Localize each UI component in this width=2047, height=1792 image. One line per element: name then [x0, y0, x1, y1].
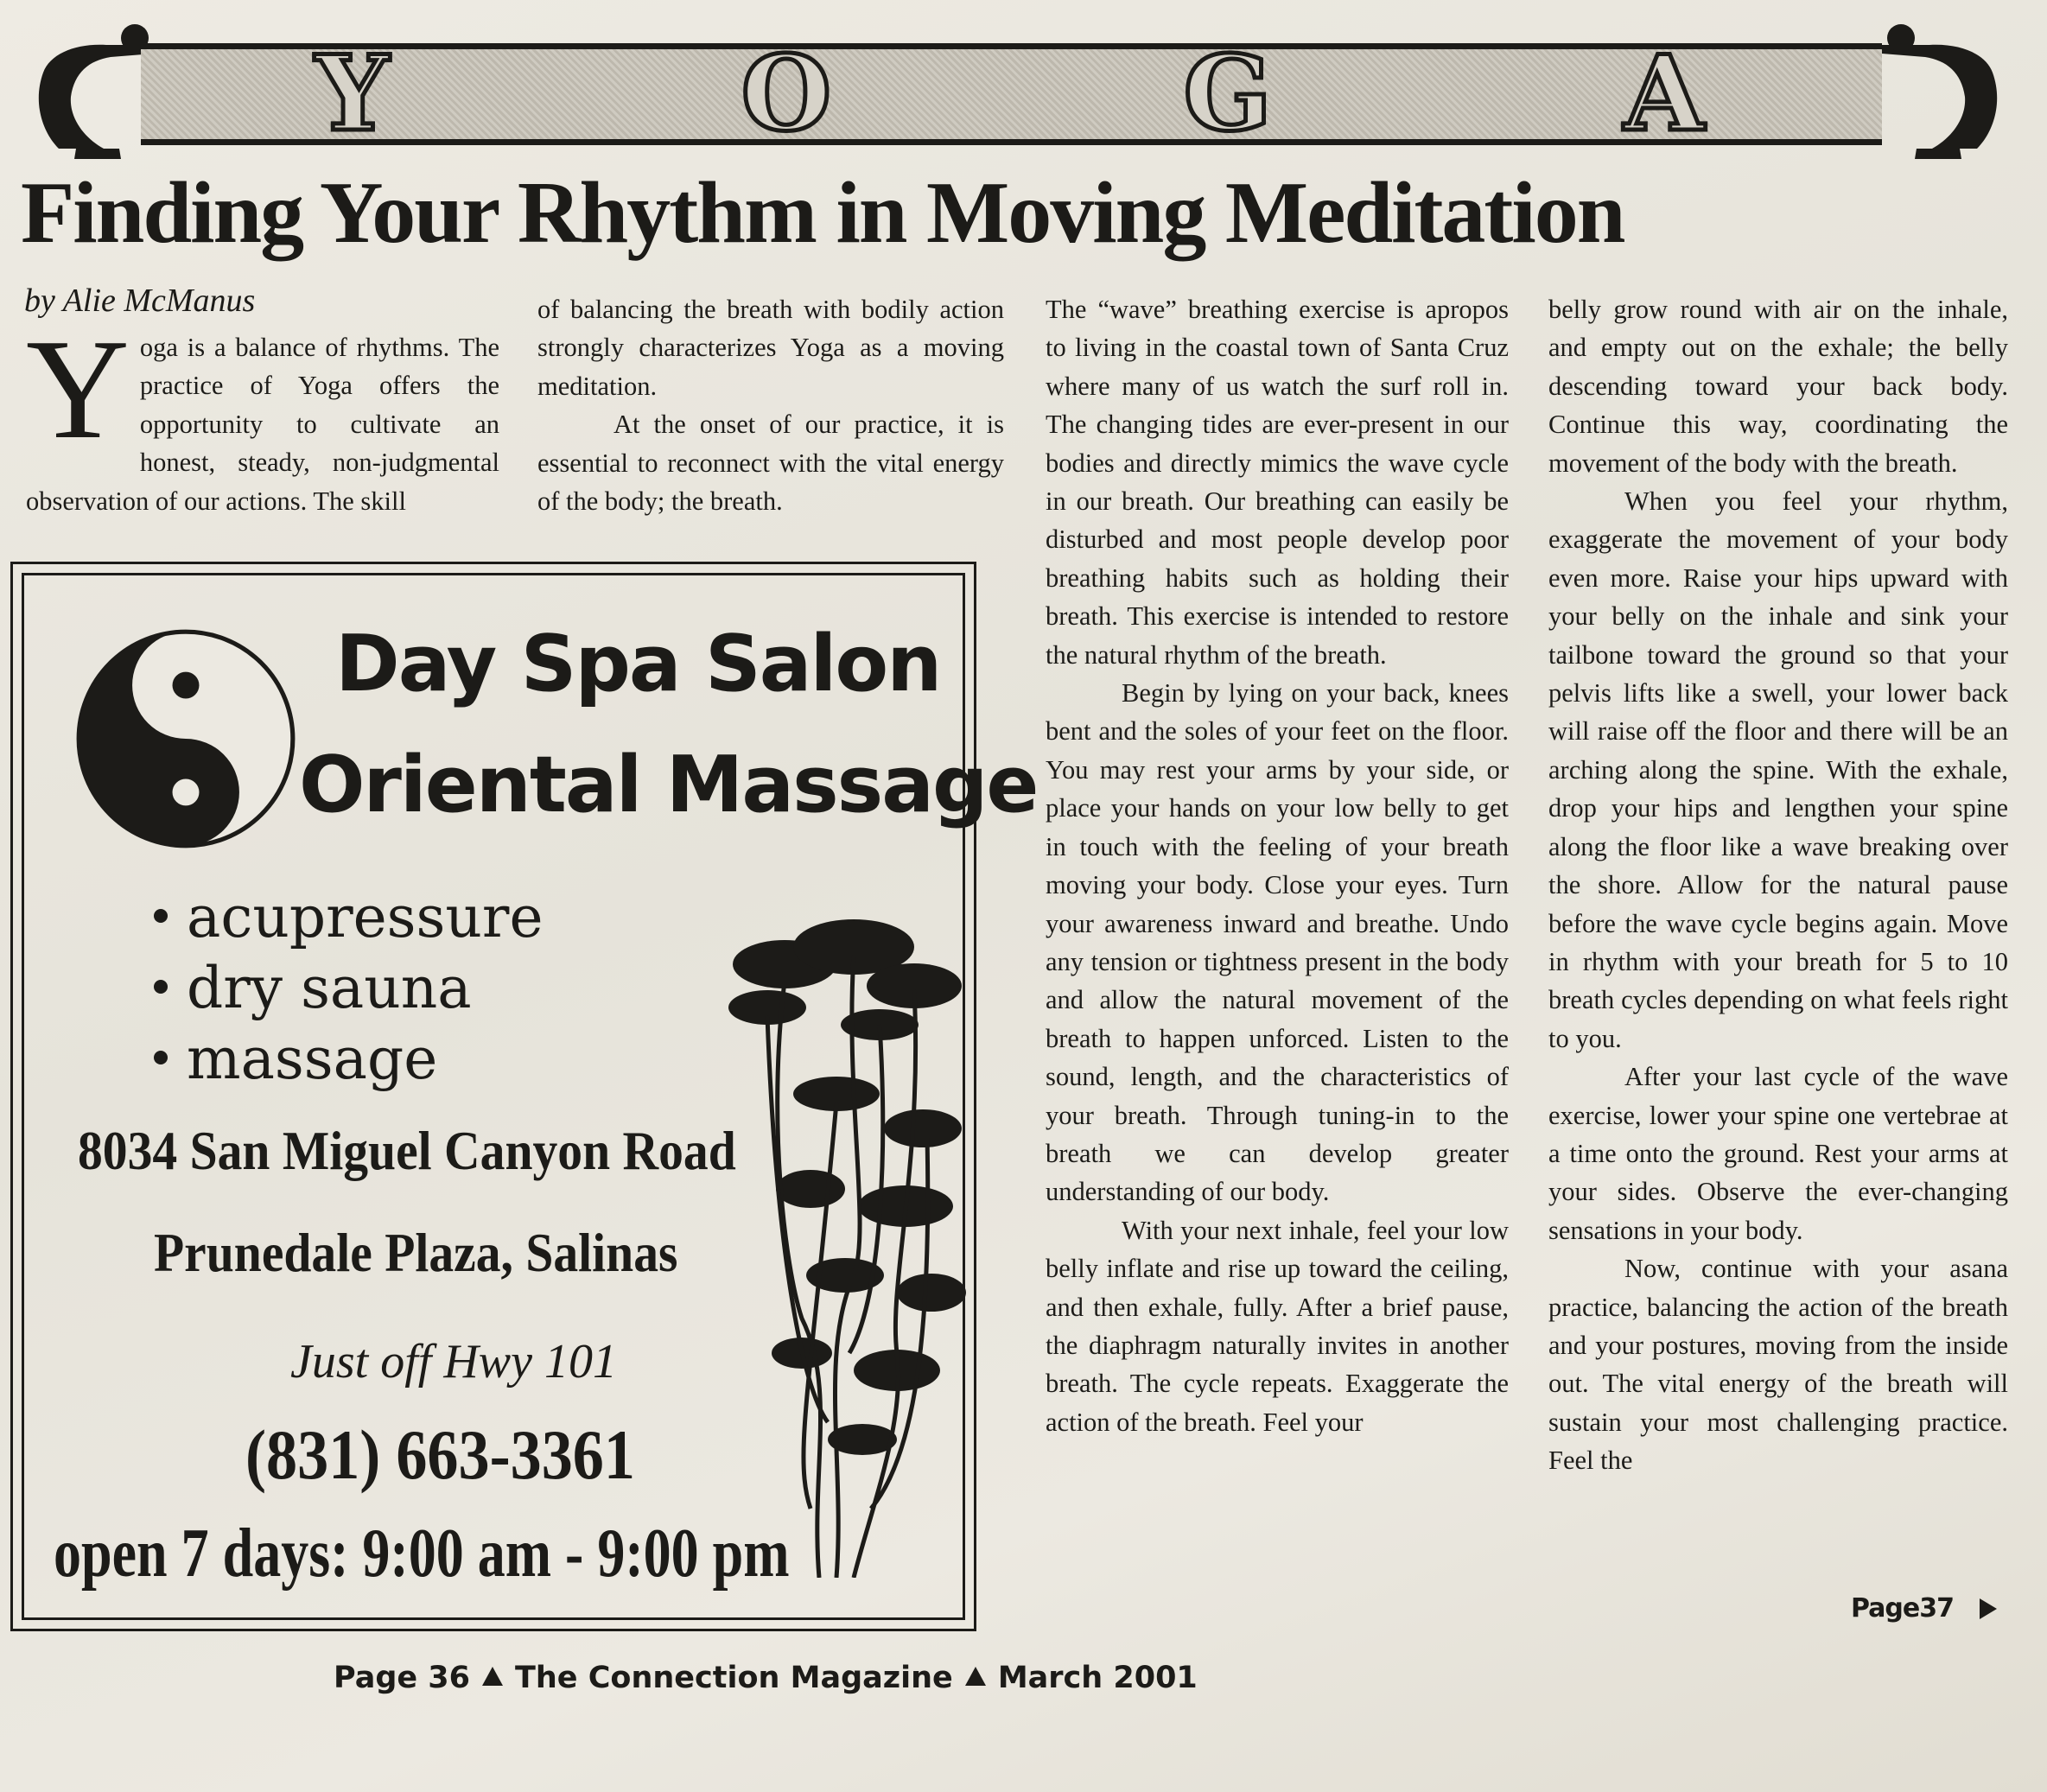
ad-phone: (831) 663-3361: [245, 1415, 635, 1494]
ad-title-line2: Oriental Massage: [299, 740, 1038, 830]
article-title: Finding Your Rhythm in Moving Meditation: [21, 164, 1624, 262]
banner-letter: A: [1624, 33, 1708, 155]
col1-text: oga is a balance of rhythms. The practice of Yoga offers the opportunity to cultivate an honest, steady, non-judgmental observation of our actions. The skill: [26, 333, 499, 516]
triangle-separator-icon: [482, 1667, 503, 1686]
banner-letter: Y: [315, 33, 393, 155]
ad-address: 8034 San Miguel Canyon Road: [78, 1120, 736, 1181]
article-column-4: [1548, 290, 2008, 1480]
service-item: acupressure: [154, 882, 544, 953]
drop-cap: Y: [26, 309, 130, 468]
col3-paragraph: The “wave” breathing exercise is apropos to living in the coastal town of Santa Cruz where many of us watch the surf roll in. The changing tides are ever-present in our bodies and directly mimics the wave cycle in our breath. Our breathing can easily be disturbed and most people develop poor breathing habits such as holding their breath. This exercise is intended to restore the natural rhythm of the breath.: [1046, 295, 1509, 670]
banner-letter: O: [741, 33, 836, 155]
byline: by Alie McManus: [24, 283, 256, 319]
footer-date: March 2001: [997, 1661, 1198, 1695]
ad-title-line1: Day Spa Salon: [335, 619, 941, 709]
article-column-1: [26, 309, 499, 520]
col4-paragraph: Now, continue with your asana practice, balancing the action of the breath and your postures, moving from the inside out. The vital energy of the breath will sustain your most challenging practice. Feel the: [1548, 1254, 2008, 1476]
spa-advertisement: [10, 562, 1038, 1631]
cypress-tree-icon: [707, 904, 966, 1578]
arrow-right-icon: [1980, 1598, 1997, 1619]
col3-paragraph: Begin by lying on your back, knees bent and the soles of your feet on the floor. You may rest your arms by your side, or place your hands on your low belly to get in touch with the feeling of your breath moving your body. Close your eyes. Turn your awareness inward and breathe. Undo any tension or tightness present in the body and allow the natural movement of the breath to happen unforced. Listen to the sound, length, and the characteristics of your breath. Through tuning-in to the breath we can develop greater understanding of our body.: [1046, 678, 1509, 1207]
ad-location: Prunedale Plaza, Salinas: [154, 1222, 678, 1283]
yin-yang-icon: [74, 627, 297, 850]
bullet-icon: [154, 909, 168, 923]
yoga-banner: [24, 19, 2012, 175]
ad-directions: Just off Hwy 101: [290, 1335, 617, 1388]
page-footer: [334, 1661, 1198, 1695]
continued-on-page: [1851, 1593, 1997, 1624]
footer-magazine-name: The Connection Magazine: [515, 1661, 953, 1695]
article-column-2: [537, 290, 1004, 520]
services-list: [154, 882, 544, 1095]
service-item: massage: [154, 1024, 544, 1095]
banner-bar: [141, 33, 1882, 155]
yoga-figure-right-icon: [1865, 19, 2012, 175]
bullet-icon: [154, 980, 168, 994]
article-column-3: [1046, 290, 1509, 1441]
col4-paragraph: After your last cycle of the wave exercise, lower your spine one vertebrae at a time onto the ground. Rest your arms at your sides. Observe the ever-changing sensations in your body.: [1548, 1062, 2008, 1245]
col3-paragraph: With your next inhale, feel your low belly inflate and rise up toward the ceiling, and then exhale, fully. After a brief pause, the diaphragm naturally invites in another breath. The cycle repeats. Exaggerate the action of the breath. Feel your: [1046, 1215, 1509, 1437]
continued-label: Page37: [1851, 1593, 1954, 1624]
ad-inner-border: [22, 573, 1038, 1620]
col2-paragraph: At the onset of our practice, it is essential to reconnect with the vital energy of the body; the breath.: [537, 410, 1004, 517]
triangle-separator-icon: [965, 1667, 986, 1686]
banner-letter: G: [1183, 33, 1275, 155]
col2-paragraph: of balancing the breath with bodily action strongly characterizes Yoga as a moving meditation.: [537, 295, 1004, 401]
service-item: dry sauna: [154, 953, 544, 1024]
bullet-icon: [154, 1051, 168, 1064]
col4-paragraph: When you feel your rhythm, exaggerate the movement of your body even more. Raise your hips upward with your belly on the inhale and sink your tailbone toward the ground so that your pelvis lifts like a swell, your lower back will raise off the floor and there will be an arching along the spine. With the exhale, drop your hips and lengthen your spine along the floor like a wave breaking over the shore. Allow for the natural pause before the wave cycle begins again. Move in rhythm with your breath for 5 to 10 breath cycles depending on what feels right to you.: [1548, 486, 2008, 1053]
footer-page-number: Page 36: [334, 1661, 471, 1695]
col4-paragraph: belly grow round with air on the inhale, and empty out on the exhale; the belly descending toward your back body. Continue this way, coordinating the movement of the body with the breath.: [1548, 295, 2008, 478]
ad-hours: open 7 days: 9:00 am - 9:00 pm: [54, 1516, 790, 1592]
